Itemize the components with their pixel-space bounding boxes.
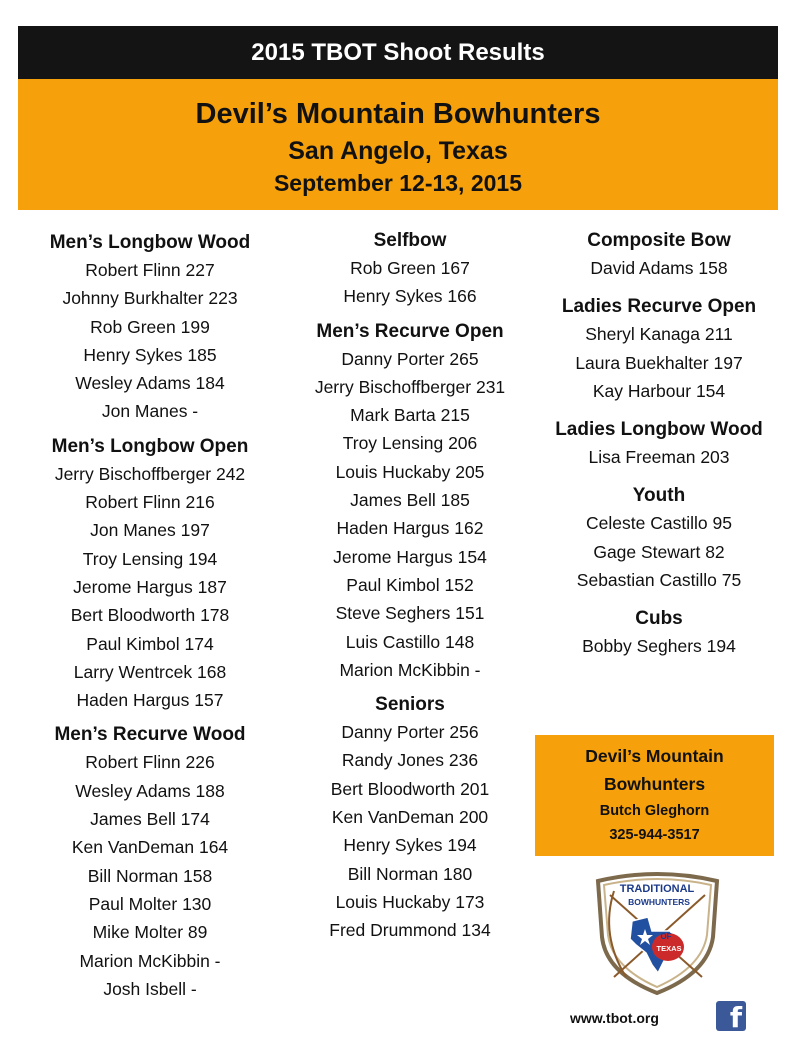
result-entry: Marion McKibbin - bbox=[339, 659, 481, 680]
category-seniors bbox=[290, 692, 530, 944]
category-ladies-recurve-open bbox=[540, 294, 778, 405]
result-entry: Danny Porter 265 bbox=[341, 348, 479, 369]
result-entry: Johnny Burkhalter 223 bbox=[62, 288, 238, 309]
category-mens-recurve-open bbox=[290, 319, 530, 685]
result-entry: Henry Sykes 166 bbox=[343, 286, 477, 307]
result-entry: Randy Jones 236 bbox=[341, 750, 479, 771]
result-entry: Ken VanDeman 164 bbox=[71, 837, 229, 858]
result-entry: Louis Huckaby 173 bbox=[335, 891, 485, 912]
tbot-shield-logo bbox=[590, 865, 725, 995]
contact-box bbox=[535, 735, 774, 856]
result-entry: Louis Huckaby 205 bbox=[335, 461, 485, 482]
result-entry: Fred Drummond 134 bbox=[329, 920, 491, 941]
result-entry: Robert Flinn 216 bbox=[85, 492, 215, 513]
result-entry: Jon Manes - bbox=[101, 401, 199, 422]
result-entry: Henry Sykes 185 bbox=[83, 344, 217, 365]
category-title: Men’s Longbow Wood bbox=[49, 232, 251, 253]
results-column-2 bbox=[290, 228, 530, 945]
result-entry: James Bell 185 bbox=[350, 490, 470, 511]
result-entry: Lisa Freeman 203 bbox=[588, 447, 730, 468]
category-title: Men’s Recurve Open bbox=[316, 320, 504, 342]
result-entry: Troy Lensing 194 bbox=[82, 548, 218, 569]
logo-text-bowhunters: BOWHUNTERS bbox=[628, 897, 690, 907]
result-entry: Sheryl Kanaga 211 bbox=[585, 324, 733, 345]
result-entry: Kay Harbour 154 bbox=[592, 380, 726, 401]
category-title: Cubs bbox=[635, 608, 683, 630]
result-entry: Josh Isbell - bbox=[103, 978, 197, 999]
contact-club-line1: Devil’s Mountain bbox=[585, 746, 724, 766]
result-entry: Robert Flinn 226 bbox=[85, 752, 215, 773]
result-entry: Ken VanDeman 200 bbox=[331, 807, 489, 828]
result-entry: Paul Kimbol 174 bbox=[86, 633, 214, 654]
result-entry: Jon Manes 197 bbox=[90, 520, 210, 541]
category-title: Ladies Recurve Open bbox=[561, 296, 757, 318]
category-title: Seniors bbox=[375, 694, 445, 716]
logo-text-traditional: TRADITIONAL bbox=[619, 883, 695, 895]
category-mens-recurve-wood bbox=[18, 722, 282, 1003]
result-entry: Steve Seghers 151 bbox=[335, 603, 485, 624]
event-location: San Angelo, Texas bbox=[288, 137, 508, 165]
facebook-glyph: f bbox=[729, 1001, 742, 1031]
contact-phone: 325-944-3517 bbox=[609, 827, 700, 843]
website-link[interactable]: www.tbot.org bbox=[570, 1010, 659, 1026]
result-entry: Marion McKibbin - bbox=[79, 950, 221, 971]
category-title: Men’s Recurve Wood bbox=[54, 724, 246, 746]
category-title: Ladies Longbow Wood bbox=[555, 419, 763, 441]
results-column-1 bbox=[18, 230, 282, 1003]
contact-club-line2: Bowhunters bbox=[603, 774, 706, 794]
result-entry: Danny Porter 256 bbox=[341, 722, 479, 743]
category-mens-longbow-wood bbox=[18, 230, 282, 426]
facebook-icon[interactable] bbox=[716, 1001, 746, 1031]
category-selfbow bbox=[290, 228, 530, 311]
result-entry: Jerry Bischoffberger 242 bbox=[54, 463, 246, 484]
result-entry: James Bell 174 bbox=[90, 809, 210, 830]
result-entry: Troy Lensing 206 bbox=[342, 433, 478, 454]
result-entry: Haden Hargus 157 bbox=[76, 690, 224, 711]
result-entry: Paul Kimbol 152 bbox=[346, 574, 474, 595]
result-entry: Bert Bloodworth 178 bbox=[70, 605, 230, 626]
result-entry: Celeste Castillo 95 bbox=[586, 513, 732, 534]
result-entry: Bert Bloodworth 201 bbox=[330, 778, 490, 799]
category-ladies-longbow-wood bbox=[540, 417, 778, 471]
result-entry: Mike Molter 89 bbox=[92, 922, 208, 943]
result-entry: Bobby Seghers 194 bbox=[582, 636, 736, 657]
result-entry: Gage Stewart 82 bbox=[593, 541, 725, 562]
result-entry: David Adams 158 bbox=[590, 258, 728, 278]
result-entry: Rob Green 167 bbox=[350, 258, 470, 278]
logo-text-texas: TEXAS bbox=[656, 944, 682, 953]
result-entry: Jerome Hargus 154 bbox=[333, 546, 487, 567]
event-dates: September 12-13, 2015 bbox=[273, 170, 523, 196]
result-entry: Larry Wentrcek 168 bbox=[73, 661, 227, 682]
result-entry: Paul Molter 130 bbox=[88, 893, 212, 914]
category-youth bbox=[540, 483, 778, 594]
result-entry: Sebastian Castillo 75 bbox=[576, 570, 742, 591]
category-composite-bow bbox=[540, 228, 778, 282]
category-mens-longbow-open bbox=[18, 434, 282, 715]
result-entry: Luis Castillo 148 bbox=[345, 631, 475, 652]
logo-text-of: OF bbox=[660, 932, 672, 941]
category-title: Men’s Longbow Open bbox=[51, 435, 249, 457]
category-title: Selfbow bbox=[373, 230, 447, 251]
page-title: 2015 TBOT Shoot Results bbox=[18, 26, 778, 79]
category-title: Youth bbox=[632, 485, 686, 507]
result-entry: Henry Sykes 194 bbox=[343, 835, 477, 856]
result-entry: Laura Buekhalter 197 bbox=[575, 352, 743, 373]
category-cubs bbox=[540, 606, 778, 660]
contact-person: Butch Gleghorn bbox=[599, 803, 710, 819]
result-entry: Bill Norman 158 bbox=[87, 865, 213, 886]
category-title: Composite Bow bbox=[587, 230, 731, 251]
result-entry: Bill Norman 180 bbox=[347, 863, 473, 884]
event-banner bbox=[18, 79, 778, 210]
club-name: Devil’s Mountain Bowhunters bbox=[195, 98, 601, 130]
result-entry: Jerry Bischoffberger 231 bbox=[314, 376, 506, 397]
result-entry: Wesley Adams 184 bbox=[75, 373, 225, 394]
result-entry: Haden Hargus 162 bbox=[336, 518, 484, 539]
result-entry: Robert Flinn 227 bbox=[85, 260, 215, 280]
result-entry: Jerome Hargus 187 bbox=[73, 576, 227, 597]
result-entry: Wesley Adams 188 bbox=[75, 780, 225, 801]
result-entry: Rob Green 199 bbox=[90, 316, 210, 337]
results-column-3 bbox=[540, 228, 778, 661]
result-entry: Mark Barta 215 bbox=[350, 405, 470, 426]
